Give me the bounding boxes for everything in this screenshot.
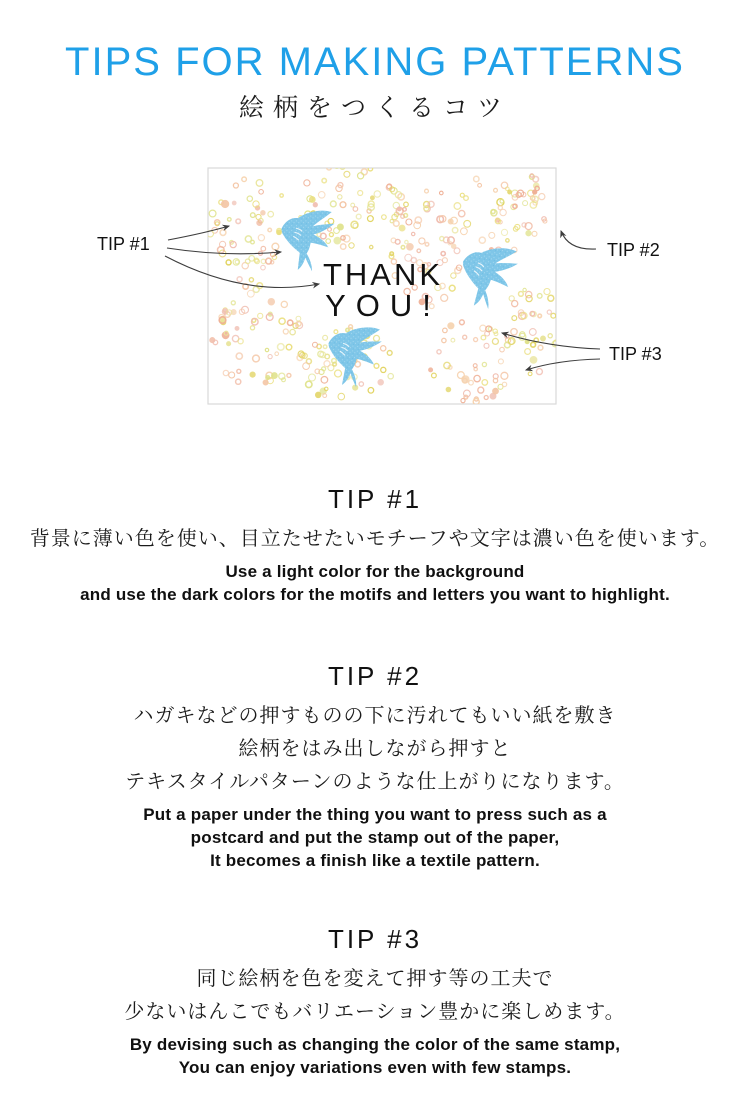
tip1-section	[0, 484, 750, 606]
tip3-section	[0, 924, 750, 1079]
tip-jp-line: 絵柄をはみ出しながら押すと	[238, 738, 512, 760]
tip1-callout-label: TIP #1	[97, 234, 150, 254]
tip2-callout-label: TIP #2	[607, 240, 660, 260]
header	[0, 0, 750, 121]
tip3-japanese-text	[0, 963, 750, 1029]
page-subtitle-jp: 絵柄をつくるコツ	[238, 94, 511, 122]
tip2-japanese-text	[0, 700, 750, 799]
tip-en-line: It becomes a finish like a textile pattern.	[210, 851, 540, 870]
tip2-english-text	[0, 803, 750, 872]
tip3-english-text	[0, 1033, 750, 1079]
tip-jp-line: テキスタイルパターンのような仕上がりになります。	[125, 771, 625, 793]
tip-en-line: By devising such as changing the color of the same stamp,	[129, 1035, 621, 1054]
tip1-heading: TIP #1	[327, 484, 423, 514]
tip3-heading: TIP #3	[327, 924, 423, 954]
page-title: TIPS FOR MAKING PATTERNS	[65, 40, 685, 84]
card-text-line2: YOU!	[325, 288, 441, 323]
tip2-heading: TIP #2	[327, 661, 423, 691]
pattern-example-illustration	[0, 148, 750, 438]
tip2-arrow	[561, 231, 596, 249]
tip-jp-line: 同じ絵柄を色を変えて押す等の工夫で	[196, 968, 554, 990]
tip-en-line: Use a light color for the background	[225, 562, 525, 581]
tip-jp-line: 背景に薄い色を使い、目立たせたいモチーフや文字は濃い色を使います。	[29, 528, 721, 550]
tip-en-line: You can enjoy variations even with few stamps.	[178, 1058, 572, 1077]
pattern-example-figure	[0, 148, 750, 438]
tip-jp-line: ハガキなどの押すものの下に汚れてもいい紙を敷き	[133, 705, 617, 727]
tip1-japanese-text	[0, 523, 750, 556]
tip3-callout-label: TIP #3	[609, 344, 662, 364]
tip-jp-line: 少ないはんこでもバリエーション豊かに楽しめます。	[124, 1001, 626, 1023]
tip2-section	[0, 661, 750, 872]
card-text-line1: THANK	[322, 257, 444, 292]
tip1-english-text	[0, 560, 750, 606]
tip-en-line: and use the dark colors for the motifs and letters you want to highlight.	[80, 585, 670, 604]
tip-en-line: Put a paper under the thing you want to press such as a	[143, 805, 607, 824]
tip-en-line: postcard and put the stamp out of the paper,	[190, 828, 560, 847]
